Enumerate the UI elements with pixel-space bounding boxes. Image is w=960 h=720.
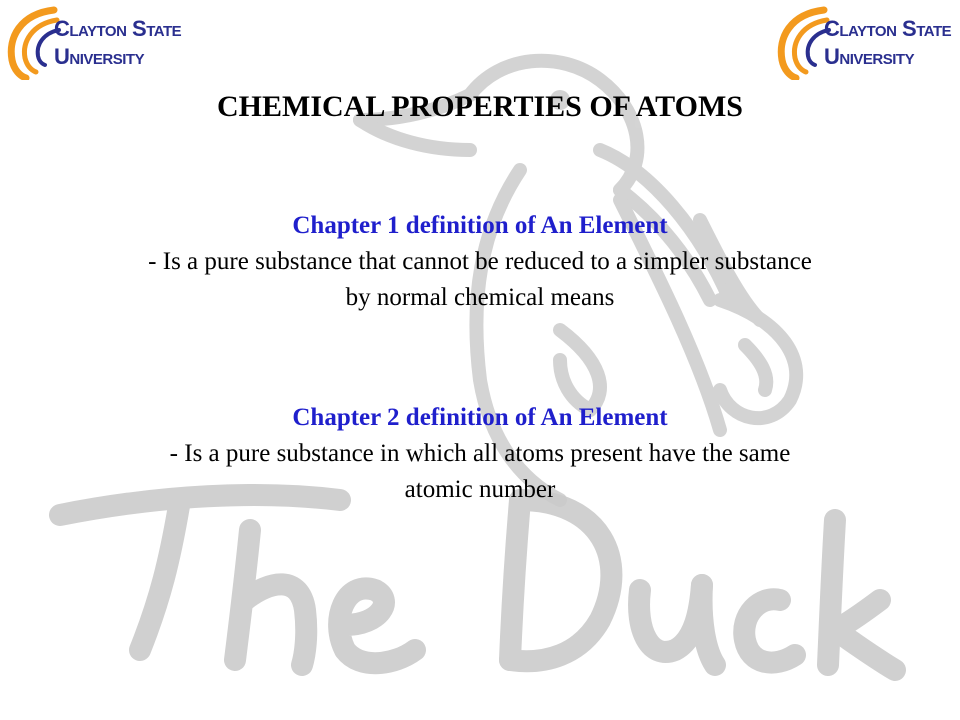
logo-line2: University [54, 44, 145, 69]
definition-line: - Is a pure substance in which all atoms present have the same [169, 440, 791, 467]
clayton-state-logo-left [2, 2, 188, 80]
swoosh-icon [2, 2, 62, 80]
swoosh-icon [772, 2, 832, 80]
definition-line: by normal chemical means [345, 284, 615, 311]
section-heading: Chapter 1 definition of An Element [292, 212, 668, 239]
section-heading: Chapter 2 definition of An Element [292, 404, 668, 431]
definition-line: atomic number [404, 476, 556, 503]
definition-chapter-1 [40, 208, 920, 316]
slide-title: CHEMICAL PROPERTIES OF ATOMS [217, 90, 743, 123]
logo-line2: University [824, 44, 915, 69]
logo-line1: Clayton State [54, 16, 182, 41]
definition-line: - Is a pure substance that cannot be reduced to a simpler substance [148, 248, 812, 275]
clayton-state-logo-right [772, 2, 958, 80]
logo-line1: Clayton State [824, 16, 952, 41]
definition-chapter-2 [40, 400, 920, 508]
